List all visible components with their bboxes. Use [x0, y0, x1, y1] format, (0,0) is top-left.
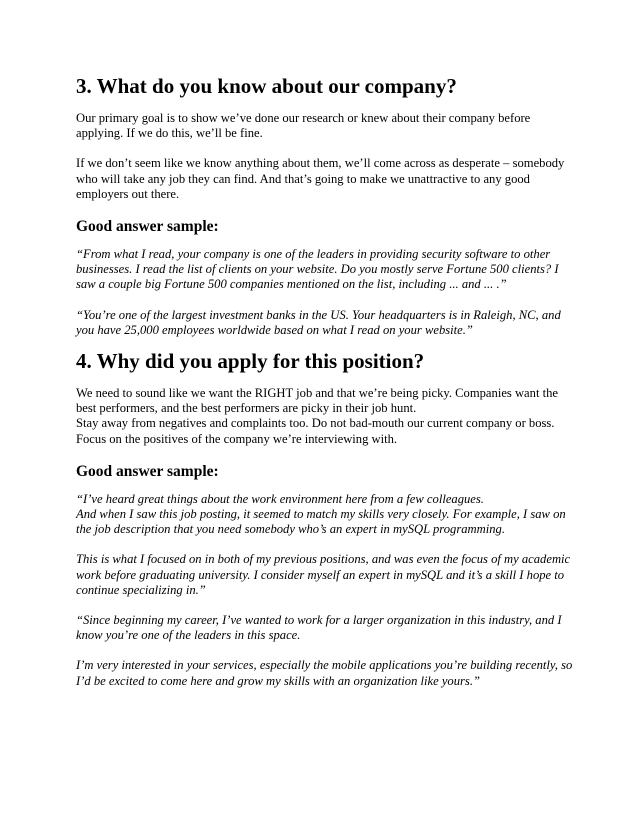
section-4-paragraph-line: Stay away from negatives and complaints too. Do not bad-mouth our current company or boss. Focus on the positives of the company we’re interviewing with. — [76, 416, 555, 446]
section-4-title: 4. Why did you apply for this position? — [76, 349, 425, 374]
section-4-sample-answer — [76, 492, 576, 538]
section-4-sample-answer: “Since beginning my career, I’ve wanted to work for a larger organization in this industry, and I know you’re one of the leaders in this space. — [76, 613, 562, 643]
section-4-sample-answer: This is what I focused on in both of my previous positions, and was even the focus of my academic work before graduating university. I consider myself an expert in mySQL and it’s a skill I hope to continue specializing in.” — [76, 552, 571, 597]
section-4-sample-line: And when I saw this job posting, it seemed to match my skills very closely. For example, I saw on the job description that you need somebody who’s an expert in mySQL programming. — [76, 507, 566, 537]
section-3-sample-answer: “You’re one of the largest investment banks in the US. Your headquarters is in Raleigh, NC, and you have 25,000 employees worldwide based on what I read on your website.” — [76, 307, 561, 337]
section-4-paragraph-line: We need to sound like we want the RIGHT job and that we’re being picky. Companies want the best performers, and the best performers are picky in their job hunt. — [76, 386, 558, 416]
section-3-paragraph: If we don’t seem like we know anything about them, we’ll come across as desperate – somebody who will take any job they can find. And that’s going to make we unattractive to any good employers out there. — [76, 156, 565, 201]
section-3-sample-answer: “From what I read, your company is one of the leaders in providing security software to other businesses. I read the list of clients on your website. Do you mostly serve Fortune 500 clients? I saw a couple big Fortune 500 companies mentioned on the list, including ... and ... .” — [76, 247, 559, 292]
section-4-sample-answer: I’m very interested in your services, especially the mobile applications you’re building recently, so I’d be excited to come here and grow my skills with an organization like yours.” — [76, 658, 573, 688]
section-4-sample-heading: Good answer sample: — [76, 462, 219, 480]
section-3-sample-heading: Good answer sample: — [76, 218, 219, 236]
section-4-body — [76, 386, 576, 447]
section-3-paragraph: Our primary goal is to show we’ve done our research or knew about their company before applying. If we do this, we’ll be fine. — [76, 111, 531, 141]
section-4-sample-line: “I’ve heard great things about the work environment here from a few colleagues. — [76, 491, 484, 506]
document-page — [76, 74, 576, 689]
section-3-title: 3. What do you know about our company? — [76, 74, 457, 98]
